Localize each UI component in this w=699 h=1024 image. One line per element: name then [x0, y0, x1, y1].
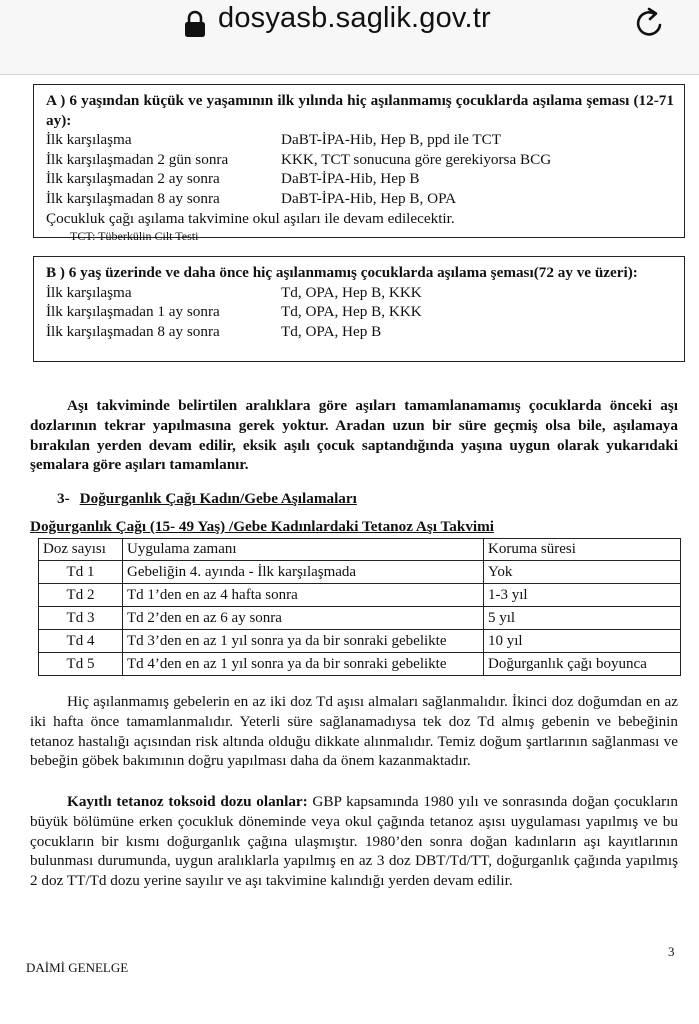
box-a-heading: A ) 6 yaşından küçük ve yaşamının ilk yılında hiç aşılanmamış çocuklarda aşılama şeması (12-71 ay): — [46, 92, 674, 129]
box-a-row — [46, 130, 674, 150]
paragraph-body: GBP kapsamında 1980 yılı ve sonrasında doğan çocukların büyük bölümüne erken çocukluk döneminde veya okul çağında tetanoz aşısı uygulaması yapılmış ve bu çocukların bir kısmı doğurganlık çağına ulaşmıştır. 1980’den sonra doğan kadınların aşı kayıtlarının bulunması durumunda, uygun aralıklarla yapılmış en az 3 doz DBT/Td/TT, doğurganlık çağında yapılmış 2 doz TT/Td dozu yerine sayılır ve aşı takvimine kalındığı yerden devam edilir. — [30, 793, 678, 890]
schedule-box-a — [33, 84, 685, 238]
dose-cell: Td 1 — [39, 561, 123, 584]
row-when: İlk karşılaşmadan 2 gün sonra — [46, 150, 229, 168]
box-a-row — [46, 169, 674, 189]
reload-icon[interactable] — [633, 6, 667, 40]
header-cell: Uygulama zamanı — [123, 539, 484, 561]
document-footer: DAİMİ GENELGE — [26, 960, 129, 975]
table-row — [39, 607, 681, 630]
protection-cell: 1-3 yıl — [484, 584, 681, 607]
url-text[interactable]: dosyasb.saglik.gov.tr — [218, 2, 491, 34]
table-title: Doğurganlık Çağı (15- 49 Yaş) /Gebe Kadınlardaki Tetanoz Aşı Takvimi — [30, 518, 494, 535]
unvaccinated-pregnant-paragraph: Hiç aşılanmamış gebelerin en az iki doz Td aşısı almaları sağlanmalıdır. İkinci doz doğumdan en az iki hafta önce tamamlanmalıdır. Yeterli süre sağlanamadıysa tek doz Td almış gebenin ve bebeğinin tetanoz hastalığı açısından risk altında olduğu dikkate alınmalıdır. Temiz doğum şartlarının sağlanması ve bebeğin göbek bakımının doğru yapılması daha da önem kazanmaktadır. — [30, 693, 678, 770]
table-row — [39, 584, 681, 607]
header-cell: Koruma süresi — [484, 539, 681, 561]
box-b-heading: B ) 6 yaş üzerinde ve daha önce hiç aşılanmamış çocuklarda aşılama şeması(72 ay ve üzeri): — [46, 264, 638, 281]
row-when: İlk karşılaşmadan 8 ay sonra — [46, 189, 220, 207]
section-title: Doğurganlık Çağı Kadın/Gebe Aşılamaları — [79, 490, 357, 507]
timing-cell: Td 3’den en az 1 yıl sonra ya da bir sonraki gebelikte — [123, 630, 484, 653]
protection-cell: Doğurganlık çağı boyunca — [484, 653, 681, 676]
table-header-row — [39, 539, 681, 561]
table-row — [39, 653, 681, 676]
box-b-row — [46, 283, 674, 303]
section-number: 3- — [57, 490, 70, 507]
tct-footnote: TCT: Tüberkülin Cilt Testi — [70, 229, 199, 243]
box-b-row — [46, 322, 674, 342]
browser-url-bar[interactable] — [0, 0, 699, 75]
tetanus-schedule-table — [38, 538, 681, 676]
registered-dose-paragraph — [30, 792, 678, 891]
table-row — [39, 561, 681, 584]
timing-cell: Gebeliğin 4. ayında - İlk karşılaşmada — [123, 561, 484, 584]
header-cell: Doz sayısı — [39, 539, 123, 561]
row-vaccines: DaBT-İPA-Hib, Hep B, OPA — [281, 189, 457, 207]
lock-icon — [183, 10, 207, 38]
document-page — [0, 74, 699, 1024]
row-when: İlk karşılaşma — [46, 283, 132, 301]
timing-cell: Td 1’den en az 4 hafta sonra — [123, 584, 484, 607]
row-vaccines: KKK, TCT sonucuna göre gerekiyorsa BCG — [281, 150, 552, 168]
protection-cell: 10 yıl — [484, 630, 681, 653]
protection-cell: Yok — [484, 561, 681, 584]
dose-cell: Td 3 — [39, 607, 123, 630]
row-vaccines: DaBT-İPA-Hib, Hep B, ppd ile TCT — [281, 131, 502, 149]
dose-cell: Td 5 — [39, 653, 123, 676]
schedule-box-b — [33, 256, 685, 362]
box-a-row — [46, 150, 674, 170]
paragraph-lead: Kayıtlı tetanoz toksoid dozu olanlar: — [67, 793, 308, 810]
row-when: İlk karşılaşmadan 8 ay sonra — [46, 322, 220, 340]
dose-cell: Td 4 — [39, 630, 123, 653]
row-vaccines: DaBT-İPA-Hib, Hep B — [281, 170, 420, 188]
timing-cell: Td 2’den en az 6 ay sonra — [123, 607, 484, 630]
box-a-row — [46, 189, 674, 209]
row-vaccines: Td, OPA, Hep B, KKK — [281, 303, 422, 321]
section-heading — [57, 490, 357, 508]
box-b-row — [46, 302, 674, 322]
dose-cell: Td 2 — [39, 584, 123, 607]
page-number: 3 — [668, 944, 675, 959]
row-when: İlk karşılaşma — [46, 131, 132, 149]
timing-cell: Td 4’den en az 1 yıl sonra ya da bir sonraki gebelikte — [123, 653, 484, 676]
row-vaccines: Td, OPA, Hep B — [281, 322, 382, 340]
protection-cell: 5 yıl — [484, 607, 681, 630]
row-vaccines: Td, OPA, Hep B, KKK — [281, 283, 422, 301]
row-when: İlk karşılaşmadan 1 ay sonra — [46, 303, 220, 321]
row-when: İlk karşılaşmadan 2 ay sonra — [46, 170, 220, 188]
catch-up-paragraph: Aşı takviminde belirtilen aralıklara göre aşıları tamamlanamamış çocuklarda önceki aşı dozlarının tekrar yapılmasına gerek yoktur. Aradan uzun bir süre geçmiş olsa bile, aşılamaya bırakılan yerden devam edilir, eksik aşılı çocuk saptandığında yaşına uygun olarak yukarıdaki şemalara göre aşıları tamamlanır. — [30, 397, 678, 474]
box-a-closing: Çocukluk çağı aşılama takvimine okul aşıları ile devam edilecektir. — [46, 209, 455, 227]
table-row — [39, 630, 681, 653]
